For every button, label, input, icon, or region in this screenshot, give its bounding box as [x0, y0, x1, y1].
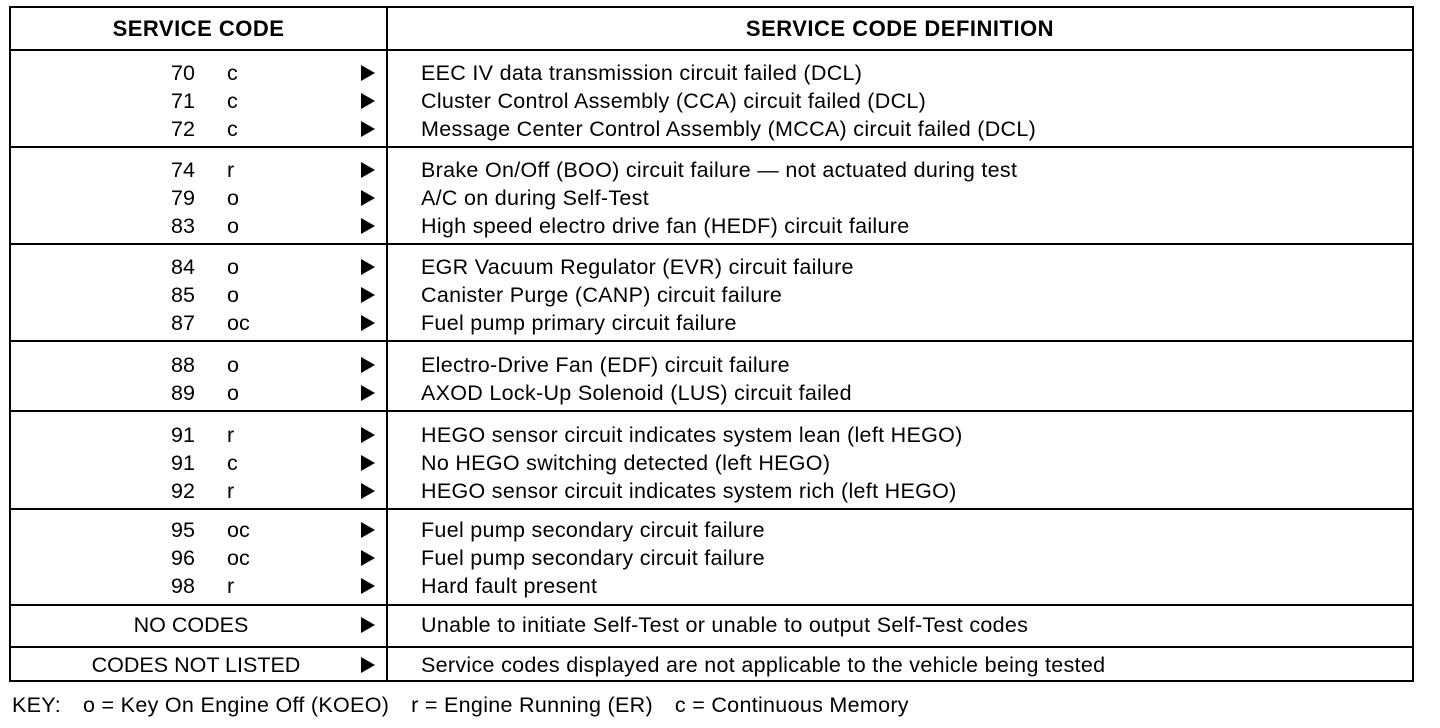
code-mode: r [227, 158, 235, 182]
table-row [11, 449, 1412, 477]
code-mode: c [227, 117, 238, 141]
code-mode: oc [227, 546, 250, 570]
code-mode: oc [227, 311, 250, 335]
code-mode: o [227, 214, 239, 238]
code-mode: c [227, 61, 238, 85]
code-number: 92 [171, 479, 195, 503]
table-row [11, 379, 1412, 407]
code-definition: Cluster Control Assembly (CCA) circuit failed (DCL) [421, 89, 927, 113]
arrow-right-icon [361, 483, 375, 499]
code-mode: o [227, 283, 239, 307]
code-number: 71 [171, 89, 195, 113]
code-mode: c [227, 89, 238, 113]
code-definition: Fuel pump secondary circuit failure [421, 546, 765, 570]
code-number: 84 [171, 255, 195, 279]
code-mode: r [227, 574, 235, 598]
code-group [11, 648, 1412, 680]
table-row [11, 651, 1412, 679]
arrow-right-icon [361, 617, 375, 633]
code-definition: Canister Purge (CANP) circuit failure [421, 283, 783, 307]
table-row [11, 253, 1412, 281]
header-service-code-definition: SERVICE CODE DEFINITION [745, 16, 1055, 41]
arrow-right-icon [361, 550, 375, 566]
code-definition: Message Center Control Assembly (MCCA) circuit failed (DCL) [421, 117, 1037, 141]
arrow-right-icon [361, 385, 375, 401]
code-group [11, 245, 1412, 342]
code-mode: r [227, 479, 235, 503]
code-definition: Brake On/Off (BOO) circuit failure — not actuated during test [421, 158, 1018, 182]
code-group [11, 412, 1412, 510]
code-group [11, 510, 1412, 606]
arrow-right-icon [361, 287, 375, 303]
arrow-right-icon [361, 65, 375, 81]
key-legend [12, 690, 931, 720]
table-row [11, 281, 1412, 309]
arrow-right-icon [361, 121, 375, 137]
code-number: 95 [171, 518, 195, 542]
table-row [11, 309, 1412, 337]
code-definition: Unable to initiate Self-Test or unable to output Self-Test codes [421, 613, 1029, 637]
key-r: r = Engine Running (ER) [411, 693, 653, 717]
code-number: 91 [171, 451, 195, 475]
code-definition: EGR Vacuum Regulator (EVR) circuit failure [421, 255, 854, 279]
code-label: NO CODES [133, 613, 249, 637]
arrow-right-icon [361, 357, 375, 373]
code-definition: HEGO sensor circuit indicates system rich (left HEGO) [421, 479, 957, 503]
arrow-right-icon [361, 427, 375, 443]
table-row [11, 516, 1412, 544]
code-group [11, 342, 1412, 412]
table-row [11, 544, 1412, 572]
key-c: c = Continuous Memory [674, 693, 909, 717]
code-mode: oc [227, 518, 250, 542]
code-mode: c [227, 451, 238, 475]
arrow-right-icon [361, 578, 375, 594]
arrow-right-icon [361, 315, 375, 331]
code-mode: o [227, 255, 239, 279]
code-number: 74 [171, 158, 195, 182]
code-mode: o [227, 186, 239, 210]
code-number: 79 [171, 186, 195, 210]
code-group [11, 148, 1412, 245]
code-number: 96 [171, 546, 195, 570]
table-row [11, 611, 1412, 639]
table-header [11, 8, 1412, 51]
header-service-code: SERVICE CODE [112, 16, 285, 41]
code-definition: Service codes displayed are not applicable to the vehicle being tested [421, 653, 1106, 677]
table-row [11, 156, 1412, 184]
key-prefix: KEY: [12, 693, 62, 717]
arrow-right-icon [361, 218, 375, 234]
table-row [11, 59, 1412, 87]
code-number: 88 [171, 353, 195, 377]
code-group [11, 606, 1412, 648]
table-row [11, 115, 1412, 143]
arrow-right-icon [361, 259, 375, 275]
table-row [11, 572, 1412, 600]
table-row [11, 184, 1412, 212]
arrow-right-icon [361, 162, 375, 178]
code-mode: r [227, 423, 235, 447]
code-definition: Fuel pump primary circuit failure [421, 311, 737, 335]
table-row [11, 477, 1412, 505]
table-row [11, 87, 1412, 115]
code-definition: AXOD Lock-Up Solenoid (LUS) circuit failed [421, 381, 852, 405]
code-label: CODES NOT LISTED [91, 653, 301, 677]
code-mode: o [227, 381, 239, 405]
code-number: 87 [171, 311, 195, 335]
arrow-right-icon [361, 522, 375, 538]
code-number: 83 [171, 214, 195, 238]
code-definition: HEGO sensor circuit indicates system lean (left HEGO) [421, 423, 963, 447]
code-definition: A/C on during Self-Test [421, 186, 649, 210]
code-definition: Electro-Drive Fan (EDF) circuit failure [421, 353, 790, 377]
arrow-right-icon [361, 657, 375, 673]
arrow-right-icon [361, 190, 375, 206]
table-row [11, 421, 1412, 449]
table-row [11, 212, 1412, 240]
code-definition: Fuel pump secondary circuit failure [421, 518, 765, 542]
code-definition: No HEGO switching detected (left HEGO) [421, 451, 831, 475]
arrow-right-icon [361, 455, 375, 471]
table-row [11, 351, 1412, 379]
code-number: 70 [171, 61, 195, 85]
arrow-right-icon [361, 93, 375, 109]
code-definition: EEC IV data transmission circuit failed (DCL) [421, 61, 863, 85]
code-number: 72 [171, 117, 195, 141]
service-code-table [9, 6, 1414, 682]
key-o: o = Key On Engine Off (KOEO) [83, 693, 390, 717]
code-number: 98 [171, 574, 195, 598]
code-number: 85 [171, 283, 195, 307]
code-definition: High speed electro drive fan (HEDF) circuit failure [421, 214, 910, 238]
code-number: 91 [171, 423, 195, 447]
code-mode: o [227, 353, 239, 377]
code-group [11, 51, 1412, 148]
code-definition: Hard fault present [421, 574, 598, 598]
code-number: 89 [171, 381, 195, 405]
